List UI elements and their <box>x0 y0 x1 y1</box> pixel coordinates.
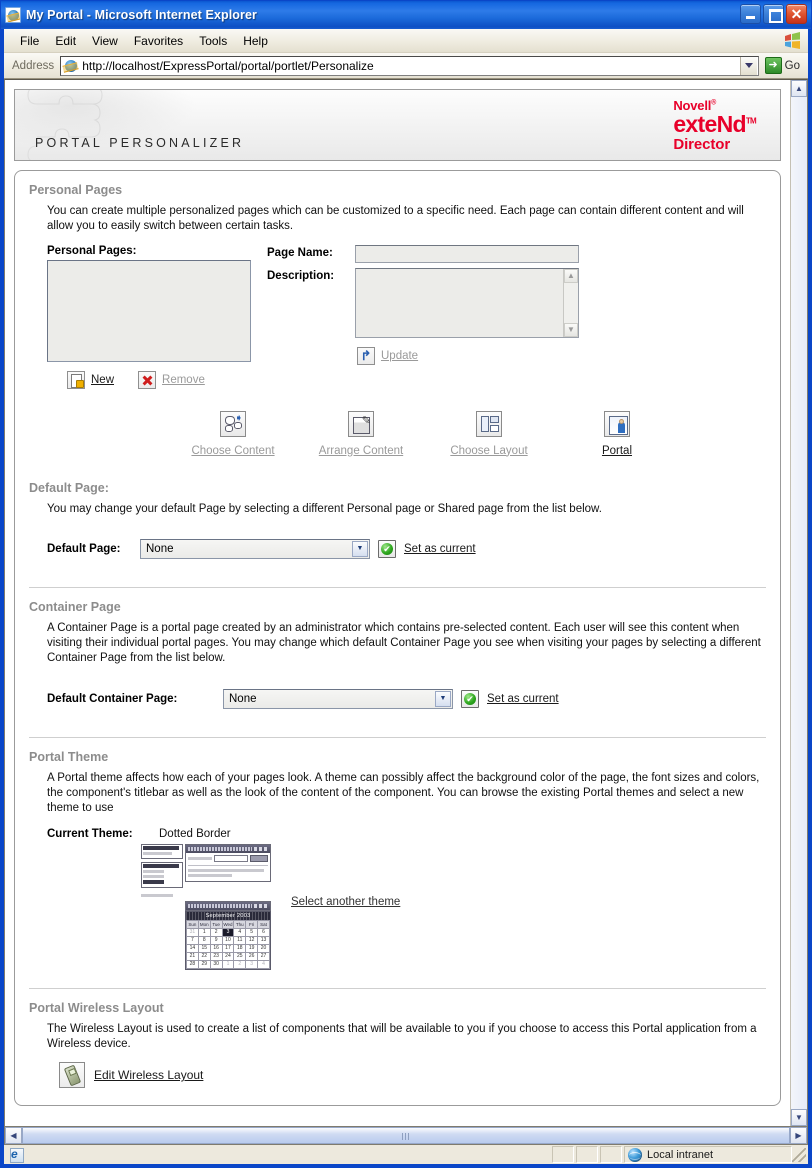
calendar-day: 7 <box>187 936 199 944</box>
address-bar <box>4 53 808 79</box>
vertical-scroll-track[interactable] <box>791 97 807 1109</box>
description-textarea-body <box>356 269 563 337</box>
window-title: My Portal - Microsoft Internet Explorer <box>26 8 258 22</box>
portal-label[interactable]: Portal <box>601 444 633 457</box>
preview-nav-item-3 <box>143 875 164 878</box>
preview-nav-item <box>143 852 172 855</box>
preview-stock-button <box>250 855 268 862</box>
default-page-select[interactable] <box>140 539 370 559</box>
security-zone-label: Local intranet <box>647 1148 714 1161</box>
status-message <box>24 1146 550 1163</box>
scroll-up-icon[interactable]: ▲ <box>564 269 578 283</box>
page-actions <box>67 371 766 389</box>
chevron-down-icon <box>745 63 753 68</box>
choose-content-icon <box>220 411 246 437</box>
page-title: PORTAL PERSONALIZER <box>35 136 245 150</box>
calendar-day: 11 <box>234 936 246 944</box>
calendar-day: 21 <box>187 952 199 960</box>
calendar-day: 22 <box>198 952 210 960</box>
calendar-day: 18 <box>234 944 246 952</box>
calendar-day-today: 3 <box>222 928 234 936</box>
minimize-button[interactable] <box>740 4 761 24</box>
logo-novell-text: Novell® <box>673 98 717 113</box>
personal-pages-form <box>47 245 766 365</box>
personal-pages-listbox[interactable] <box>47 260 251 362</box>
calendar-day: 24 <box>222 952 234 960</box>
calendar-day: 20 <box>258 944 270 952</box>
status-cell-3 <box>600 1146 622 1163</box>
calendar-header-row <box>187 920 270 928</box>
tool-choose-content[interactable] <box>169 411 297 459</box>
container-page-label: Default Container Page: <box>47 692 178 705</box>
scroll-up-button[interactable]: ▲ <box>791 80 807 97</box>
calendar-day: 14 <box>187 944 199 952</box>
container-page-select[interactable] <box>223 689 453 709</box>
calendar-week-row <box>187 944 270 952</box>
horizontal-scroll-thumb[interactable] <box>22 1127 790 1144</box>
calendar-day: 26 <box>246 952 258 960</box>
scroll-left-button[interactable]: ◀ <box>5 1127 22 1144</box>
new-link[interactable]: New <box>91 373 115 386</box>
address-dropdown-button[interactable] <box>740 57 757 75</box>
calendar-day: 17 <box>222 944 234 952</box>
status-bar <box>1 1145 811 1167</box>
calendar-day: 29 <box>198 960 210 968</box>
wireless-layout-heading: Portal Wireless Layout <box>29 1000 164 1015</box>
default-page-description: You may change your default Page by selecting a different Personal page or Shared page from the list below. <box>47 502 602 515</box>
set-current-check-icon <box>461 690 479 708</box>
edit-wireless-layout-row[interactable] <box>59 1062 766 1088</box>
page-detail-col <box>267 245 579 365</box>
preview-nav-item-4 <box>143 880 164 884</box>
description-scrollbar[interactable] <box>563 269 578 337</box>
personal-pages-list-col <box>47 245 251 365</box>
page-favicon-icon <box>63 58 79 74</box>
calendar-day: 19 <box>246 944 258 952</box>
preview-stock-label <box>188 857 212 860</box>
theme-preview-thumbnail[interactable] <box>141 844 271 970</box>
preview-nav-header <box>143 846 179 850</box>
preview-nav-item-2 <box>143 870 164 873</box>
browser-chrome <box>1 29 811 1145</box>
calendar-day: 3 <box>246 960 258 968</box>
preview-nav-header-2 <box>143 864 179 868</box>
chevron-down-icon[interactable]: ▼ <box>435 691 451 707</box>
maximize-button[interactable] <box>763 4 784 24</box>
portal-theme-description: A Portal theme affects how each of your pages look. A theme can possibly affect the background color of the page, the font sizes and colors, the component's titlebar as well as the look of the content of the component. You can browse the existing Portal themes and select a new theme to use <box>47 771 760 815</box>
menu-help[interactable]: Help <box>243 33 268 48</box>
calendar-day: 9 <box>210 936 222 944</box>
arrange-content-icon <box>348 411 374 437</box>
calendar-day: 2 <box>210 928 222 936</box>
calendar-dayname: Sun <box>188 921 197 927</box>
calendar-week-row <box>187 952 270 960</box>
menu-bar <box>4 29 808 53</box>
arrange-content-label[interactable]: Arrange Content <box>318 444 404 457</box>
calendar-day: 4 <box>258 960 270 968</box>
logo-extend-text: exteNd™ <box>673 111 756 137</box>
address-label: Address <box>12 59 55 72</box>
calendar-day: 25 <box>234 952 246 960</box>
menu-view[interactable]: View <box>92 33 118 48</box>
status-cell-1 <box>552 1146 574 1163</box>
calendar-day: 1 <box>198 928 210 936</box>
address-url-text: http://localhost/ExpressPortal/portal/portlet/Personalize <box>82 58 374 73</box>
calendar-dayname: Sat <box>258 920 270 928</box>
container-page-selected-value: None <box>229 692 257 705</box>
personal-pages-list-label: Personal Pages: <box>47 244 137 257</box>
container-page-description: A Container Page is a portal page created by an administrator which contains pre-selected content. Each user will see this content when visiting their individual portal pages. You may change which default Container Page you see when visiting your pages by selecting a different Container Page from the list below. <box>47 621 761 665</box>
container-page-set-current-link[interactable]: Set as current <box>487 692 559 705</box>
portal-icon <box>604 411 630 437</box>
divider-3 <box>29 988 766 989</box>
preview-stock-titlebar <box>186 845 270 853</box>
update-icon <box>357 347 375 365</box>
description-textarea[interactable] <box>355 268 579 338</box>
new-page-icon <box>67 371 85 389</box>
menu-favorites[interactable]: Favorites <box>133 33 184 48</box>
scroll-down-button[interactable]: ▼ <box>791 1109 807 1126</box>
current-theme-label: Current Theme: <box>47 827 133 840</box>
tool-portal[interactable] <box>553 411 681 459</box>
theme-preview-area <box>141 844 561 970</box>
calendar-day: 28 <box>187 960 199 968</box>
update-link[interactable]: Update <box>381 349 419 362</box>
window-controls <box>740 4 807 24</box>
preview-nav-panel-2 <box>141 862 183 888</box>
title-bar <box>1 1 811 29</box>
calendar-day: 8 <box>198 936 210 944</box>
calendar-day: 5 <box>246 928 258 936</box>
remove-page-icon <box>138 371 156 389</box>
calendar-day: 4 <box>234 928 246 936</box>
container-page-heading: Container Page <box>29 599 121 614</box>
calendar-day: 2 <box>234 960 246 968</box>
preview-stock-note-1 <box>188 869 264 872</box>
calendar-dayname: Fri <box>246 920 258 928</box>
globe-icon <box>628 1148 642 1162</box>
set-current-check-icon <box>378 540 396 558</box>
go-label: Go <box>784 59 800 72</box>
select-another-theme-link[interactable]: Select another theme <box>291 895 401 908</box>
calendar-week-row <box>187 960 270 968</box>
container-page-controls <box>47 689 766 709</box>
calendar-day: 10 <box>222 936 234 944</box>
choose-content-label[interactable]: Choose Content <box>191 444 275 457</box>
calendar-day: 27 <box>258 952 270 960</box>
calendar-day: 31 <box>187 928 199 936</box>
close-icon: ✕ <box>790 6 803 22</box>
calendar-day: 30 <box>210 960 222 968</box>
wireless-layout-description: The Wireless Layout is used to create a list of components that will be available to you if you choose to access this Portal application from a Wireless device. <box>47 1022 757 1050</box>
default-page-selected-value: None <box>146 542 174 555</box>
page-content <box>5 80 790 1126</box>
current-theme-row <box>47 828 766 840</box>
calendar-day: 23 <box>210 952 222 960</box>
remove-link[interactable]: Remove <box>162 373 205 386</box>
vertical-scrollbar[interactable] <box>790 80 807 1126</box>
page-tools-row <box>169 411 766 459</box>
security-zone-indicator[interactable] <box>624 1146 792 1163</box>
calendar-week-row <box>187 928 270 936</box>
menu-edit[interactable]: Edit <box>55 33 77 48</box>
resize-grip[interactable] <box>792 1148 806 1162</box>
menu-file[interactable]: File <box>20 33 40 48</box>
preview-link <box>141 894 173 897</box>
preview-nav-panel <box>141 844 183 859</box>
edit-wireless-layout-link[interactable]: Edit Wireless Layout <box>94 1068 204 1083</box>
calendar-day: 15 <box>198 944 210 952</box>
calendar-week-row <box>187 936 270 944</box>
tool-choose-layout[interactable] <box>425 411 553 459</box>
menu-tools[interactable]: Tools <box>199 33 228 48</box>
divider-2 <box>29 737 766 738</box>
default-page-set-current-link[interactable]: Set as current <box>404 542 476 555</box>
divider-1 <box>29 587 766 588</box>
calendar-day: 12 <box>246 936 258 944</box>
preview-stock-input <box>214 855 248 862</box>
preview-calendar <box>185 911 271 970</box>
status-cell-2 <box>576 1146 598 1163</box>
wireless-device-icon <box>59 1062 85 1088</box>
default-page-label: Default Page: <box>47 542 121 555</box>
go-button[interactable] <box>759 55 804 77</box>
calendar-table <box>186 920 270 969</box>
personal-pages-heading: Personal Pages <box>29 183 123 197</box>
calendar-month-label: September 2003 <box>186 912 270 920</box>
novell-extend-director-logo <box>673 99 756 152</box>
calendar-dayname: Tue <box>210 920 222 928</box>
scroll-down-icon[interactable]: ▼ <box>564 323 578 337</box>
calendar-dayname: Wed <box>223 921 233 927</box>
tool-arrange-content[interactable] <box>297 411 425 459</box>
calendar-day: 1 <box>222 960 234 968</box>
calendar-day: 6 <box>258 928 270 936</box>
page-viewport <box>4 79 808 1127</box>
preview-calendar-portlet <box>185 901 271 911</box>
chevron-down-icon[interactable]: ▼ <box>352 541 368 557</box>
calendar-day: 13 <box>258 936 270 944</box>
calendar-dayname: Mon <box>199 921 209 927</box>
go-arrow-icon <box>765 57 782 74</box>
puzzle-decoration-icon <box>25 89 185 161</box>
logo-director-text: Director <box>673 136 731 153</box>
update-action <box>357 347 579 365</box>
status-page-icon <box>8 1147 24 1163</box>
preview-stock-portlet <box>185 844 271 882</box>
description-row <box>267 268 579 338</box>
description-label: Description: <box>267 269 335 282</box>
main-content-panel <box>14 170 781 1106</box>
preview-calendar-titlebar <box>186 902 270 910</box>
scroll-right-button[interactable]: ▶ <box>790 1127 807 1144</box>
personal-pages-description: You can create multiple personalized pages which can be customized to a specific need. Each page can contain different content and will allow you to easily switch between certain tasks. <box>47 205 744 233</box>
address-input[interactable] <box>60 56 758 76</box>
calendar-day: 16 <box>210 944 222 952</box>
horizontal-scrollbar[interactable] <box>4 1127 808 1145</box>
portal-banner <box>14 89 781 161</box>
default-page-heading: Default Page: <box>29 480 109 495</box>
default-page-controls <box>47 539 766 559</box>
calendar-dayname: Thu <box>234 920 246 928</box>
choose-layout-icon <box>476 411 502 437</box>
windows-flag-icon <box>782 31 802 51</box>
preview-stock-note-2 <box>188 874 232 877</box>
ie-app-icon <box>5 7 21 23</box>
page-name-row <box>267 245 579 263</box>
close-button[interactable] <box>786 4 807 24</box>
current-theme-value: Dotted Border <box>159 827 231 840</box>
portal-theme-heading: Portal Theme <box>29 749 109 764</box>
page-name-input[interactable] <box>355 245 579 263</box>
page-name-label: Page Name: <box>267 246 333 259</box>
choose-layout-label[interactable]: Choose Layout <box>450 444 528 457</box>
